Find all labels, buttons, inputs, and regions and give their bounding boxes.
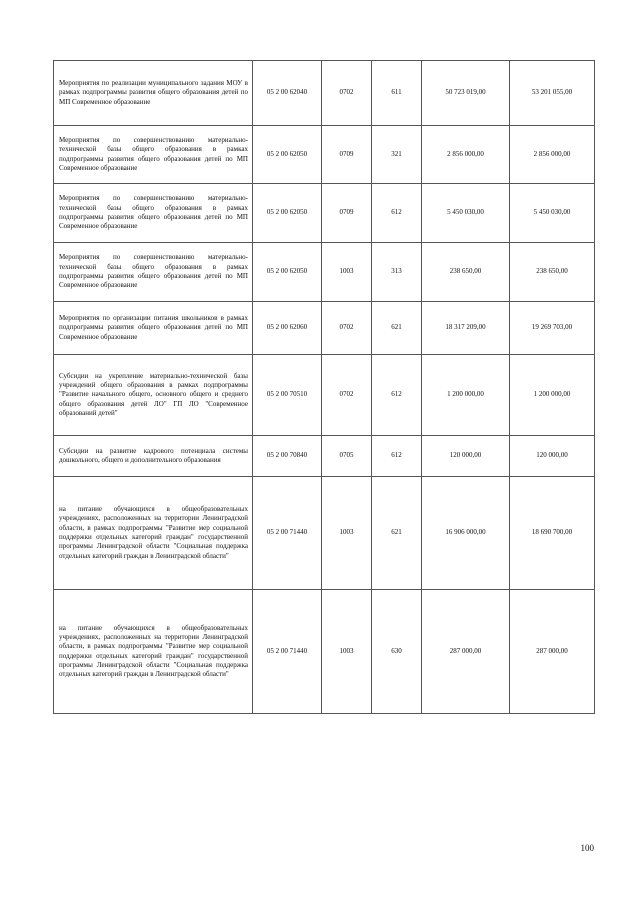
row-section-code: 0709: [322, 184, 372, 243]
row-description: Субсидии на развитие кадрового потенциала системы дошкольного, общего и дополнительного образования: [54, 436, 253, 477]
row-sum-year-1: 1 200 000,00: [422, 355, 510, 436]
row-expense-type: 612: [372, 355, 422, 436]
table-row: [54, 355, 595, 436]
row-description: на питание обучающихся в общеобразовательных учреждениях, расположенных на территории Ленинградской области, в рамках подпрограммы "Развитие мер социальной поддержки отдельных категорий граждан" государственной программы Ленинградской области "Социальная поддержка отдельных категорий граждан в Ленинградской области": [54, 477, 253, 590]
row-expense-type: 611: [372, 61, 422, 126]
row-target-code: 05 2 00 70510: [253, 355, 322, 436]
row-target-code: 05 2 00 71440: [253, 477, 322, 590]
table-row: [54, 477, 595, 590]
row-sum-year-1: 120 000,00: [422, 436, 510, 477]
table-row: [54, 126, 595, 184]
row-section-code: 0709: [322, 126, 372, 184]
row-sum-year-2: 5 450 030,00: [510, 184, 595, 243]
page-number: 100: [580, 843, 594, 853]
row-sum-year-2: 120 000,00: [510, 436, 595, 477]
table-row: [54, 436, 595, 477]
row-sum-year-2: 2 856 000,00: [510, 126, 595, 184]
row-expense-type: 313: [372, 243, 422, 302]
table-row: [54, 243, 595, 302]
budget-table-sheet: [53, 60, 594, 714]
row-target-code: 05 2 00 70840: [253, 436, 322, 477]
row-sum-year-1: 50 723 019,00: [422, 61, 510, 126]
table-row: [54, 61, 595, 126]
budget-table: [53, 60, 595, 714]
row-expense-type: 321: [372, 126, 422, 184]
row-sum-year-2: 53 201 055,00: [510, 61, 595, 126]
row-target-code: 05 2 00 62050: [253, 243, 322, 302]
row-expense-type: 630: [372, 590, 422, 714]
row-section-code: 1003: [322, 590, 372, 714]
row-section-code: 0702: [322, 302, 372, 355]
row-target-code: 05 2 00 62060: [253, 302, 322, 355]
row-sum-year-2: 287 000,00: [510, 590, 595, 714]
row-section-code: 1003: [322, 243, 372, 302]
row-sum-year-1: 287 000,00: [422, 590, 510, 714]
row-sum-year-2: 1 200 000,00: [510, 355, 595, 436]
row-description: Мероприятия по организации питания школьников в рамках подпрограммы развития общего образования детей по МП Современное образование: [54, 302, 253, 355]
row-sum-year-1: 5 450 030,00: [422, 184, 510, 243]
row-description: на питание обучающихся в общеобразовательных учреждениях, расположенных на территории Ленинградской области, в рамках подпрограммы "Развитие мер социальной поддержки отдельных категорий граждан" государственной программы Ленинградской области "Социальная поддержка отдельных категорий граждан в Ленинградской области": [54, 590, 253, 714]
table-row: [54, 302, 595, 355]
row-target-code: 05 2 00 62050: [253, 184, 322, 243]
row-sum-year-2: 18 690 700,00: [510, 477, 595, 590]
row-description: Мероприятия по совершенствованию материально-технической базы общего образования в рамках подпрограммы развития общего образования детей по МП Современное образование: [54, 243, 253, 302]
row-sum-year-2: 19 269 703,00: [510, 302, 595, 355]
row-section-code: 1003: [322, 477, 372, 590]
row-sum-year-2: 238 650,00: [510, 243, 595, 302]
row-sum-year-1: 18 317 209,00: [422, 302, 510, 355]
table-row: [54, 184, 595, 243]
row-expense-type: 621: [372, 302, 422, 355]
row-section-code: 0702: [322, 61, 372, 126]
row-target-code: 05 2 00 62050: [253, 126, 322, 184]
row-description: Мероприятия по реализации муниципального задания МОУ в рамках подпрограммы развития общего образования детей по МП Современное образование: [54, 61, 253, 126]
row-target-code: 05 2 00 71440: [253, 590, 322, 714]
row-description: Мероприятия по совершенствованию материально-технической базы общего образования в рамках подпрограммы развития общего образования детей по МП Современное образование: [54, 126, 253, 184]
table-row: [54, 590, 595, 714]
row-sum-year-1: 238 650,00: [422, 243, 510, 302]
row-expense-type: 612: [372, 436, 422, 477]
row-target-code: 05 2 00 62040: [253, 61, 322, 126]
row-description: Мероприятия по совершенствованию материально-технической базы общего образования в рамках подпрограммы развития общего образования детей по МП Современное образование: [54, 184, 253, 243]
row-description: Субсидии на укрепление материально-технической базы учреждений общего образования в рамках подпрограммы "Развитие начального общего, основного общего и среднего общего образования детей ЛО" ГП ЛО "Современное образований детей": [54, 355, 253, 436]
row-expense-type: 621: [372, 477, 422, 590]
row-expense-type: 612: [372, 184, 422, 243]
row-sum-year-1: 16 906 000,00: [422, 477, 510, 590]
row-sum-year-1: 2 856 000,00: [422, 126, 510, 184]
row-section-code: 0705: [322, 436, 372, 477]
row-section-code: 0702: [322, 355, 372, 436]
